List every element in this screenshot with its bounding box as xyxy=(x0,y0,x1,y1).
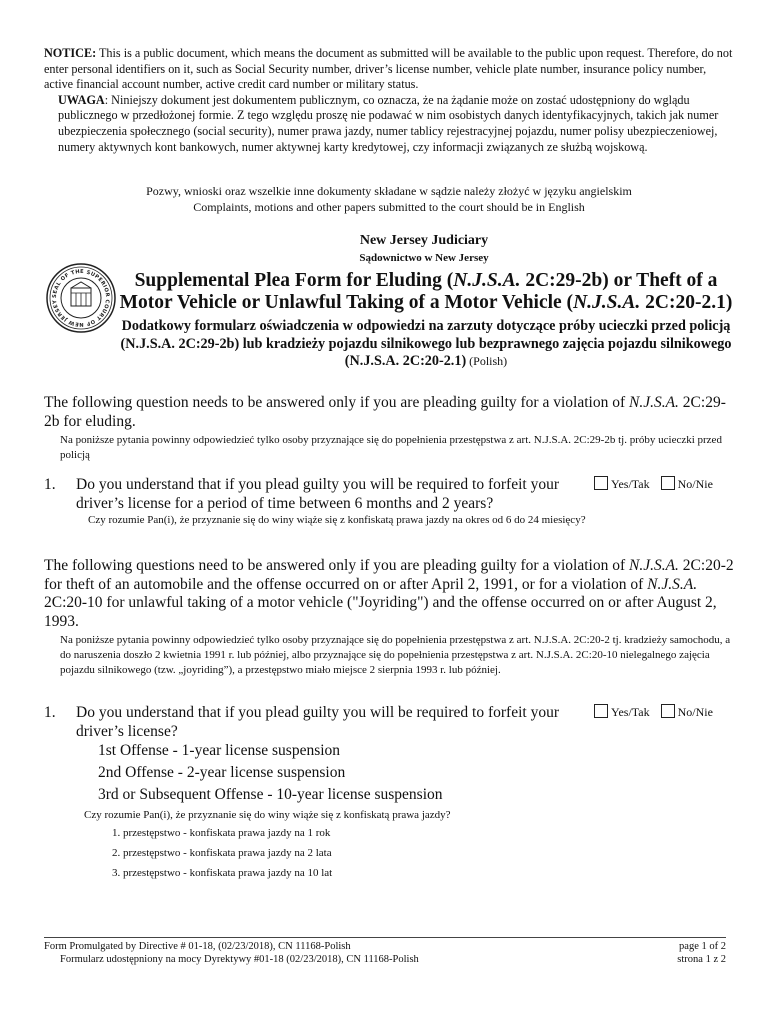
question-number: 1. xyxy=(44,476,56,493)
notice-english xyxy=(44,46,734,93)
question-number: 1. xyxy=(44,704,56,721)
language-notice xyxy=(44,183,734,215)
no-checkbox[interactable]: No/Nie xyxy=(661,476,713,492)
form-title: Supplemental Plea Form for Eluding (N.J.S.A. 2C:29-2b) or Theft of a Motor Vehicle or Unlawful Taking of a Motor Vehicle (N.J.S.A. 2C:20-2.1) xyxy=(119,270,733,313)
section1-intro-en: The following question needs to be answered only if you are pleading guilty for a violation of N.J.S.A. 2C:29-2b for eluding. xyxy=(44,394,726,430)
question-text: Do you understand that if you plead guilty you will be required to forfeit your driver’s license for a period of time between 6 months and 2 years? xyxy=(76,476,559,512)
checkbox-box[interactable] xyxy=(661,704,675,718)
question-text-pl: Czy rozumie Pan(i), że przyznanie się do winy wiąże się z konfiskatą prawa jazdy? xyxy=(84,809,451,821)
no-checkbox[interactable]: No/Nie xyxy=(661,704,713,720)
notice-label-pl: UWAGA xyxy=(58,92,105,107)
section2-intro-en: The following questions need to be answered only if you are pleading guilty for a violation of N.J.S.A. 2C:20-2 for theft of an automobile and the offense occurred on or after April 2, 1991, or for a violation of N.J.S.A. 2C:20-10 for unlawful taking of a motor vehicle ("Joyriding") and the offense occurred on or after August 2, 1993. xyxy=(44,557,734,630)
judiciary-name: New Jersey Judiciary xyxy=(359,233,489,248)
checkbox-box[interactable] xyxy=(594,476,608,490)
offense-item: 1st Offense - 1-year license suspension xyxy=(98,742,341,759)
language-tag: (Polish) xyxy=(466,354,508,368)
answer-choices xyxy=(594,704,721,720)
notice-text-pl: : Niniejszy dokument jest dokumentem publicznym, co oznacza, że na żądanie może on zostać udostępniony do wglądu publicznego w przedłożonej formie. Z tego względu proszę nie podawać w nim osobistych danych identyfikacyjnych, takich jak numer ubezpieczenia społecznego (social security), numer prawa jazdy, numer tablicy rejestracyjnej pojazdu, numer polisy ubezpieczeniowej, numery aktywnych kont bankowych, numer aktywnej karty kredytowej, czy informacji związanych ze służbą wojskową. xyxy=(58,92,719,154)
footer-page-number xyxy=(677,941,726,966)
question-text-pl: Czy rozumie Pan(i), że przyznanie się do winy wiąże się z konfiskatą prawa jazdy na okres od 6 do 24 miesięcy? xyxy=(88,514,586,526)
form-title-pl: Dodatkowy formularz oświadczenia w odpowiedzi na zarzuty dotyczące próby ucieczki przed policją (N.J.S.A. 2C:29-2b) lub kradzieży pojazdu silnikowego lub bezprawnego zajęcia pojazdu silnikowego (N.J.S.A. 2C:20-2.1) (Polish) xyxy=(120,318,732,369)
language-notice-pl: Pozwy, wnioski oraz wszelkie inne dokumenty składane w sądzie należy złożyć w języku angielskim xyxy=(146,184,632,198)
section1-intro-pl: Na poniższe pytania powinny odpowiedzieć tylko osoby przyznające się do popełnienia przestępstwa z art. N.J.S.A. 2C:29-2b tj. próby ucieczki przed policją xyxy=(60,434,722,461)
footer-form-info xyxy=(44,941,419,966)
court-seal-icon xyxy=(45,262,117,334)
notice-text: This is a public document, which means the document as submitted will be available to the public upon request. Therefore, do not enter personal identifiers on it, such as Social Security number, driver’s license number, vehicle plate number, insurance policy number, active financial account number, active credit card number or military status. xyxy=(44,46,733,92)
svg-text:SEAL OF THE SUPERIOR COURT OF: SEAL OF THE SUPERIOR COURT OF NEW JERSEY xyxy=(51,268,111,328)
judiciary-header xyxy=(44,232,770,265)
offense-item: 3rd or Subsequent Offense - 10-year license suspension xyxy=(98,786,443,803)
notice-polish xyxy=(44,93,734,155)
footer-form-info-pl: Formularz udostępniony na mocy Dyrektywy #01-18 (02/23/2018), CN 11168-Polish xyxy=(60,953,419,965)
offense-item: 2nd Offense - 2-year license suspension xyxy=(98,764,346,781)
notice-label: NOTICE: xyxy=(44,46,97,60)
page-number-en: page 1 of 2 xyxy=(679,941,726,952)
yes-checkbox[interactable]: Yes/Tak xyxy=(594,704,650,720)
footer-form-info-en: Form Promulgated by Directive # 01-18, (02/23/2018), CN 11168-Polish xyxy=(44,941,351,952)
page-number-pl: strona 1 z 2 xyxy=(677,953,726,965)
checkbox-box[interactable] xyxy=(594,704,608,718)
notice-block xyxy=(44,46,734,155)
offense-item-pl: 2. przestępstwo - konfiskata prawa jazdy na 2 lata xyxy=(112,847,332,859)
section2-intro-pl: Na poniższe pytania powinny odpowiedzieć tylko osoby przyznające się do popełnienia przestępstwa z art. N.J.S.A. 2C:20-2 tj. kradzieży samochodu, a do naruszenia doszło 2 kwietnia 1991 r. lub później, albo przyznające się do popełnienia przestępstwa z art. N.J.S.A. 2C:20-10 nielegalnego zajęcia pojazdu silnikowego (tzw. „joyriding”), a przestępstwo miało miejsce 2 sierpnia 1993 r. lub później. xyxy=(60,634,731,676)
judiciary-name-pl: Sądownictwo w New Jersey xyxy=(359,252,489,264)
yes-checkbox[interactable]: Yes/Tak xyxy=(594,476,650,492)
page-footer xyxy=(44,937,726,966)
offense-item-pl: 3. przestępstwo - konfiskata prawa jazdy na 10 lat xyxy=(112,867,333,879)
section1-intro xyxy=(44,394,736,463)
answer-choices xyxy=(594,476,721,492)
question-text: Do you understand that if you plead guilty you will be required to forfeit your driver’s license? xyxy=(76,704,559,740)
checkbox-box[interactable] xyxy=(661,476,675,490)
offense-item-pl: 1. przestępstwo - konfiskata prawa jazdy na 1 rok xyxy=(112,827,331,839)
language-notice-en: Complaints, motions and other papers submitted to the court should be in English xyxy=(193,200,585,214)
section2-intro xyxy=(44,557,736,678)
